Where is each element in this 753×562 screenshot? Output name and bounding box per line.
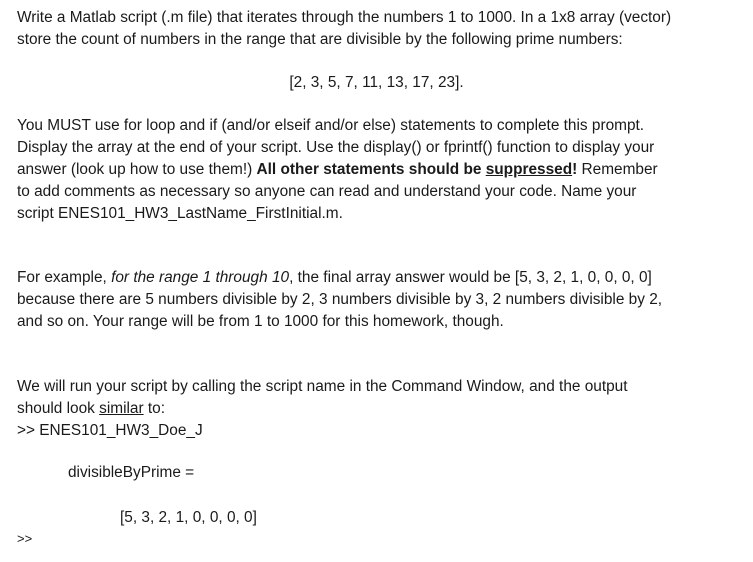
requirements-line-3 bbox=[17, 159, 658, 181]
example-range: for the range 1 through 10 bbox=[111, 269, 290, 286]
requirements-line-5: script ENES101_HW3_LastName_FirstInitial.m. bbox=[17, 205, 343, 222]
example-line-2: because there are 5 numbers divisible by 2, 3 numbers divisible by 3, 2 numbers divisible by 2, bbox=[17, 291, 663, 308]
suppress-exclamation: ! bbox=[572, 161, 578, 178]
similar-emphasis: similar bbox=[99, 400, 144, 417]
requirements-line-1: You MUST use for loop and if (and/or elseif and/or else) statements to complete this prompt. bbox=[17, 117, 645, 134]
requirements-line-3-tail: Remember bbox=[577, 161, 658, 178]
command-prompt: >> bbox=[17, 531, 33, 546]
output-result: [5, 3, 2, 1, 0, 0, 0, 0] bbox=[120, 509, 257, 526]
run-line-2 bbox=[17, 398, 165, 420]
requirements-line-4: to add comments as necessary so anyone can read and understand your code. Name your bbox=[17, 183, 637, 200]
prime-list: [2, 3, 5, 7, 11, 13, 17, 23]. bbox=[289, 74, 464, 91]
suppress-instruction bbox=[257, 161, 578, 178]
command-example: >> ENES101_HW3_Doe_J bbox=[17, 422, 203, 439]
example-lead: For example, bbox=[17, 269, 112, 286]
requirements-line-2: Display the array at the end of your script. Use the display() or fprintf() function to display your bbox=[17, 139, 655, 156]
example-line-1 bbox=[17, 267, 652, 289]
example-line-3: and so on. Your range will be from 1 to 1000 for this homework, though. bbox=[17, 313, 504, 330]
suppressed-emphasis: suppressed bbox=[485, 161, 573, 178]
suppress-instruction-text: All other statements should be bbox=[256, 161, 486, 178]
run-line-2-tail: to: bbox=[143, 400, 165, 417]
run-line-2-lead: should look bbox=[17, 400, 100, 417]
requirements-line-3-text: answer (look up how to use them!) bbox=[17, 161, 257, 178]
intro-line-2: store the count of numbers in the range that are divisible by the following prime numbers: bbox=[17, 31, 623, 48]
run-line-1: We will run your script by calling the script name in the Command Window, and the output bbox=[17, 378, 628, 395]
output-variable-line: divisibleByPrime = bbox=[68, 464, 195, 481]
intro-line-1: Write a Matlab script (.m file) that iterates through the numbers 1 to 1000. In a 1x8 array (vector) bbox=[17, 9, 672, 26]
example-answer: , the final array answer would be [5, 3, 2, 1, 0, 0, 0, 0] bbox=[289, 269, 652, 286]
